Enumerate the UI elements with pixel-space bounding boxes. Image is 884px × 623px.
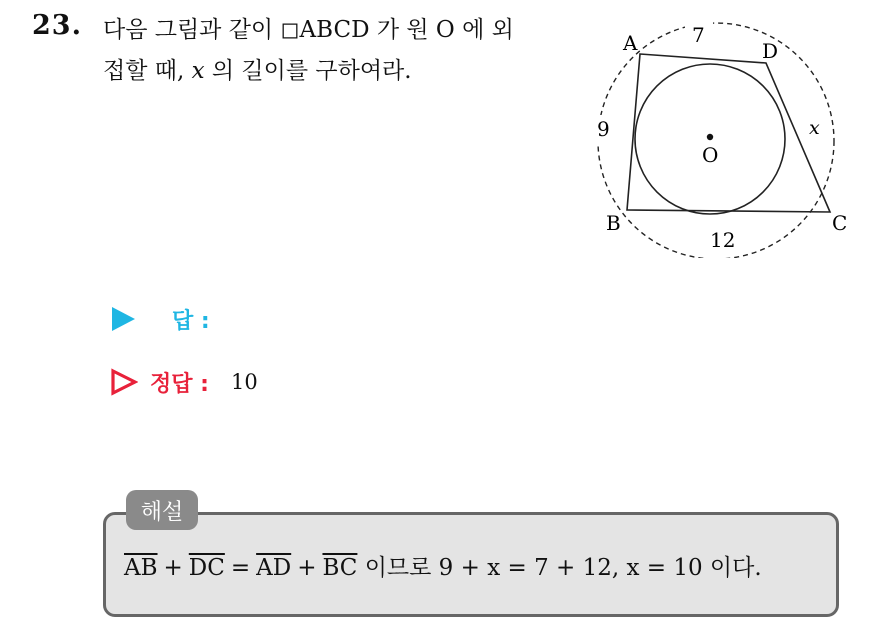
question-number: 23. xyxy=(32,10,82,41)
vertex-label-a: A xyxy=(623,31,638,55)
question-line-2-pre: 접할 때, xyxy=(103,58,192,84)
segment-ad: $\overline{AD}$ xyxy=(256,555,292,581)
vertex-label-d: D xyxy=(762,39,779,63)
quadrilateral-abcd xyxy=(627,54,830,212)
explanation-tail: 이므로 9 + x = 7 + 12, x = 10 이다. xyxy=(364,555,762,581)
plus-sign: + xyxy=(163,555,183,581)
side-label-bc: 12 xyxy=(710,228,736,252)
side-label-ab: 9 xyxy=(597,117,610,141)
geometry-figure xyxy=(590,18,860,258)
question-line-1: 다음 그림과 같이 ◻ABCD 가 원 O 에 외 xyxy=(103,17,514,43)
correct-answer-value: 10 xyxy=(230,370,258,394)
center-point xyxy=(707,134,713,140)
play-triangle-icon xyxy=(110,306,136,332)
explanation-text xyxy=(124,549,762,582)
vertex-label-c: C xyxy=(832,211,848,235)
side-label-dc: x xyxy=(809,117,820,139)
correct-answer-row xyxy=(110,364,258,400)
vertex-label-b: B xyxy=(606,211,621,235)
correct-answer-label: 정답 : xyxy=(150,371,209,397)
side-label-ad: 7 xyxy=(692,23,705,47)
segment-dc: $\overline{DC}$ xyxy=(188,555,225,581)
answer-row xyxy=(110,302,210,336)
segment-ab: $\overline{AB}$ xyxy=(124,555,158,581)
segment-bc: $\overline{BC}$ xyxy=(322,555,358,581)
question-line-2-post: 의 길이를 구하여라. xyxy=(204,58,412,84)
answer-label: 답 : xyxy=(172,308,210,334)
outline-triangle-icon xyxy=(110,368,138,396)
plus-sign-2: + xyxy=(297,555,317,581)
question-text xyxy=(103,10,573,92)
center-label-o: O xyxy=(702,143,719,167)
question-variable: x xyxy=(191,58,205,84)
explanation-tag: 해설 xyxy=(126,490,198,530)
equals-sign: = xyxy=(230,555,251,581)
question-line-2 xyxy=(103,51,573,92)
